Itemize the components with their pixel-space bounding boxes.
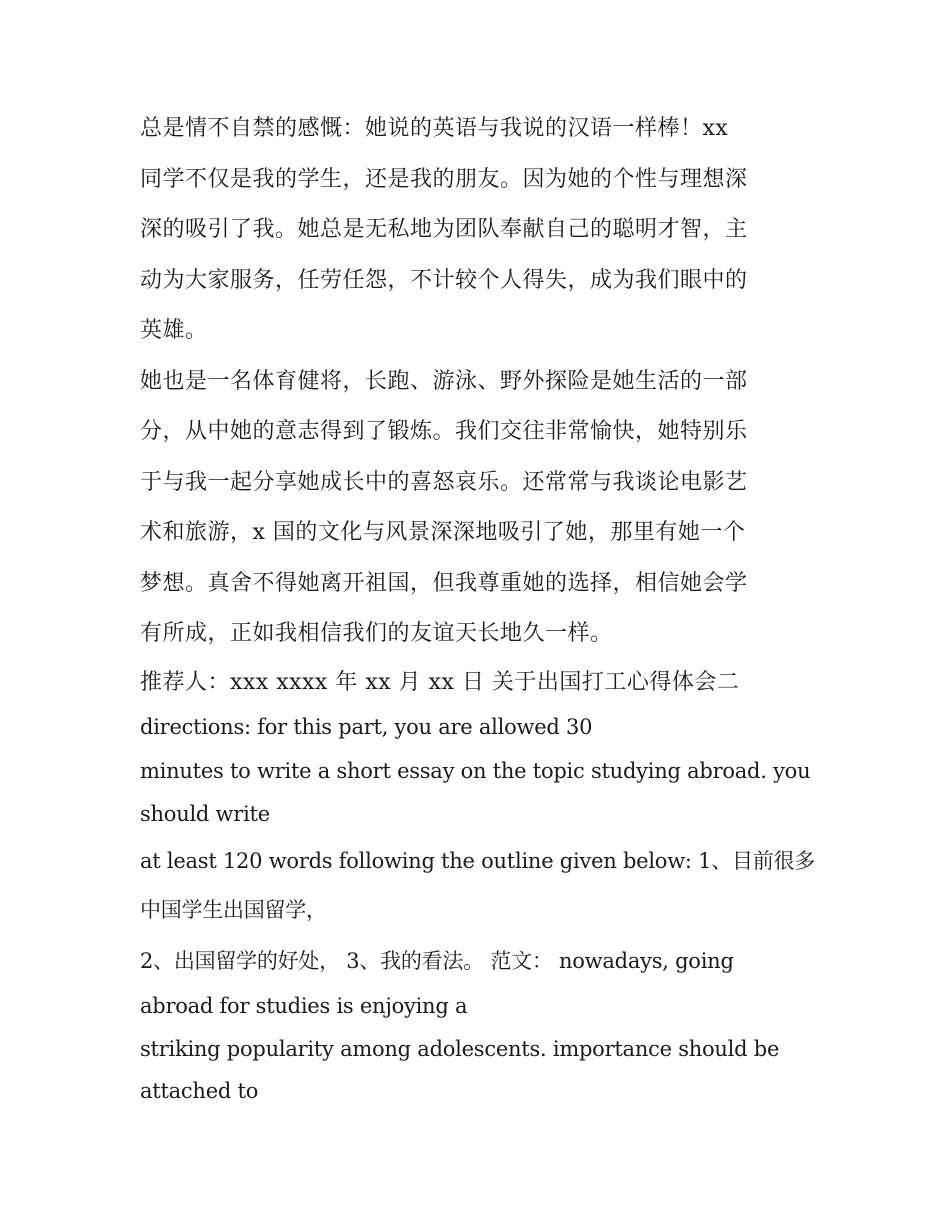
paragraph-signature <box>140 660 820 706</box>
text-line: should write <box>140 801 270 826</box>
paragraph-outline-continued <box>140 937 820 1028</box>
text-line: 推荐人：xxx xxxx 年 xx 月 xx 日 关于出国打工心得体会二 <box>140 669 740 695</box>
paragraph-recommendation-body <box>140 104 820 357</box>
text-line: 动为大家服务，任劳任怨，不计较个人得失，成为我们眼中的 <box>140 267 748 293</box>
text-line: 中国学生出国留学， <box>140 898 327 922</box>
text-line: abroad for studies is enjoying a <box>140 994 468 1018</box>
text-line: 梦想。真舍不得她离开祖国，但我尊重她的选择，相信她会学 <box>140 570 748 596</box>
text-line: 于与我一起分享她成长中的喜怒哀乐。还常常与我谈论电影艺 <box>140 469 748 495</box>
paragraph-sports-travel <box>140 357 820 660</box>
text-line: 她也是一名体育健将，长跑、游泳、野外探险是她生活的一部 <box>140 368 748 394</box>
text-line: at least 120 words following the outline given below: 1、目前很多 <box>140 849 816 873</box>
text-line: minutes to write a short essay on the topic studying abroad. you <box>140 759 811 783</box>
text-line: 总是情不自禁的感慨：她说的英语与我说的汉语一样棒！xx <box>140 116 729 141</box>
paragraph-directions <box>140 706 820 749</box>
text-line: 英雄。 <box>140 318 208 343</box>
document-body <box>140 104 820 1113</box>
text-line: 分，从中她的意志得到了锻炼。我们交往非常愉快，她特别乐 <box>140 419 748 444</box>
text-line: attached to <box>140 1079 259 1103</box>
paragraph-outline <box>140 837 820 935</box>
paragraph-essay-instruction <box>140 750 820 835</box>
text-line: 深的吸引了我。她总是无私地为团队奉献自己的聪明才智，主 <box>140 217 748 242</box>
text-line: 有所成，正如我相信我们的友谊天长地久一样。 <box>140 621 613 646</box>
paragraph-essay-sample <box>140 1028 820 1113</box>
text-line: directions: for this part, you are allowed 30 <box>140 714 593 739</box>
text-line: 术和旅游，x 国的文化与风景深深地吸引了她，那里有她一个 <box>140 520 746 545</box>
text-line: 2、出国留学的好处， 3、我的看法。 范文： nowadays, going <box>140 949 734 973</box>
text-line: 同学不仅是我的学生，还是我的朋友。因为她的个性与理想深 <box>140 166 748 192</box>
text-line: striking popularity among adolescents. importance should be <box>140 1036 780 1061</box>
